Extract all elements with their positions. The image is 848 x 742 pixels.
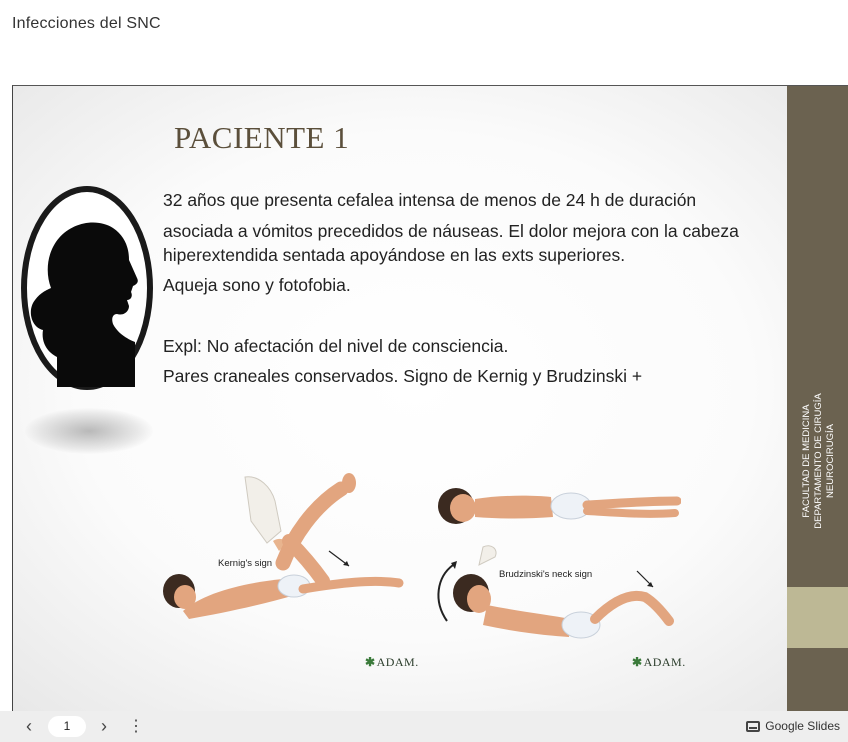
supine-patient-illustration [431, 481, 681, 531]
google-slides-link[interactable]: Google Slides [765, 719, 840, 733]
silhouette-shadow [25, 408, 153, 454]
adam-logo-left: ✱ADAM. [365, 655, 419, 669]
sidebar-line-3: NEUROCIRUGÍA [825, 424, 836, 498]
sidebar-line-2: DEPARTAMENTO DE CIRUGÍA [813, 393, 824, 529]
patient-silhouette-image [17, 182, 157, 394]
sidebar-accent-band [787, 587, 848, 648]
chevron-right-icon[interactable]: › [101, 716, 107, 736]
case-text-line-4: Aqueja sono y fotofobia. [163, 275, 351, 295]
case-text-line-3: hiperextendida sentada apoyándose en las exts superiores. [163, 245, 626, 265]
more-vert-icon[interactable]: ⋮ [128, 718, 144, 735]
brudzinski-sign-label: Brudzinski's neck sign [499, 569, 593, 580]
case-text-line-1: 32 años que presenta cefalea intensa de menos de 24 h de duración [163, 190, 697, 210]
sidebar-faculty-text [791, 361, 845, 561]
case-text-line-2: asociada a vómitos precedidos de náuseas. El dolor mejora con la cabeza [163, 221, 739, 241]
slides-icon[interactable] [746, 721, 760, 732]
chevron-left-icon[interactable]: ‹ [26, 716, 32, 736]
kernig-sign-illustration [163, 471, 413, 621]
exam-text-line-1: Expl: No afectación del nivel de consciencia. [163, 336, 509, 356]
brudzinski-sign-illustration [431, 541, 681, 651]
exam-text-line-2: Pares craneales conservados. Signo de Kernig y Brudzinski + [163, 366, 643, 386]
slide-canvas [12, 85, 848, 712]
adam-logo-right: ✱ADAM. [632, 655, 686, 669]
page-title: Infecciones del SNC [12, 15, 161, 32]
slide-title: PACIENTE 1 [174, 120, 350, 155]
slide-sidebar [787, 86, 848, 712]
sidebar-line-1: FACULTAD DE MEDICINA [801, 404, 812, 518]
page-number-input[interactable]: 1 [48, 716, 86, 737]
slides-toolbar [0, 711, 848, 742]
kernig-sign-label: Kernig's sign [218, 558, 273, 569]
